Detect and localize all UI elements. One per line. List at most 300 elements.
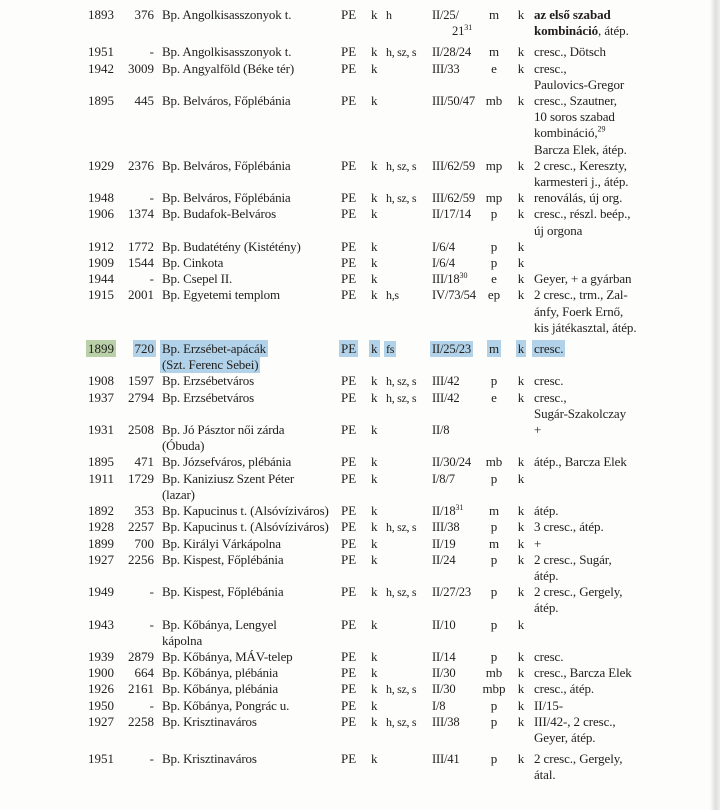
text-segment: h,s bbox=[386, 288, 399, 303]
disposition-cell bbox=[432, 665, 480, 681]
disposition-cell-line bbox=[432, 61, 480, 77]
text-segment: Bp. Erzsébetváros bbox=[162, 389, 255, 405]
console-cell-line bbox=[371, 93, 386, 109]
console-cell-line bbox=[371, 714, 386, 730]
builder-cell-line bbox=[341, 681, 371, 697]
manuals-cell bbox=[386, 681, 432, 697]
console-cell bbox=[371, 93, 386, 158]
console-cell bbox=[371, 158, 386, 190]
text-segment: PE bbox=[341, 454, 357, 470]
location-cell bbox=[154, 422, 341, 454]
disposition-cell-line bbox=[432, 239, 480, 255]
manuals-cell bbox=[386, 341, 432, 373]
text-segment: PE bbox=[341, 665, 357, 681]
condition-cell-line bbox=[508, 287, 534, 303]
placement-cell-line bbox=[480, 158, 508, 174]
text-segment: 1895 bbox=[88, 93, 114, 109]
placement-cell bbox=[480, 454, 508, 470]
console-cell bbox=[371, 714, 386, 746]
year-cell-line bbox=[84, 471, 114, 487]
builder-cell bbox=[341, 341, 371, 373]
text-segment: III/41 bbox=[432, 752, 460, 767]
placement-cell-line bbox=[480, 7, 508, 23]
builder-cell bbox=[341, 271, 371, 287]
text-segment: PE bbox=[341, 389, 357, 405]
table-row bbox=[84, 61, 720, 93]
console-cell bbox=[371, 471, 386, 503]
text-segment: 445 bbox=[134, 93, 154, 109]
text-segment: k bbox=[517, 255, 525, 271]
notes-cell bbox=[534, 665, 700, 681]
text-segment: Bp. Kapucinus t. (Alsóvíziváros) bbox=[162, 503, 329, 519]
text-segment: h, sz, s bbox=[386, 682, 417, 697]
builder-cell bbox=[341, 698, 371, 714]
text-segment: (lazar) bbox=[162, 486, 195, 502]
console-cell bbox=[371, 7, 386, 39]
manuals-cell bbox=[386, 422, 432, 454]
placement-cell-line bbox=[480, 373, 508, 389]
notes-cell-line bbox=[534, 503, 700, 519]
console-cell-line bbox=[371, 190, 386, 206]
text-segment: h, sz, s bbox=[386, 374, 417, 389]
disposition-cell-line bbox=[432, 255, 480, 271]
disposition-cell-line bbox=[432, 714, 480, 730]
console-cell bbox=[371, 390, 386, 422]
text-segment: Bp. Krisztinaváros bbox=[162, 713, 257, 729]
condition-cell bbox=[508, 341, 534, 373]
notes-cell-line bbox=[534, 77, 700, 93]
text-segment: III/42-, 2 cresc., bbox=[534, 713, 616, 729]
console-cell-line bbox=[371, 536, 386, 552]
text-segment: átép. bbox=[534, 503, 559, 519]
text-segment: k bbox=[517, 584, 525, 600]
opus-cell bbox=[114, 584, 154, 616]
text-segment: I/6/4 bbox=[432, 256, 455, 271]
location-cell-line bbox=[162, 93, 341, 109]
condition-cell bbox=[508, 61, 534, 93]
condition-cell-line bbox=[508, 206, 534, 222]
text-segment: 1931 bbox=[88, 422, 114, 438]
text-segment: 1928 bbox=[88, 519, 114, 535]
disposition-cell-line bbox=[432, 44, 480, 60]
notes-cell-line bbox=[534, 158, 700, 174]
placement-cell-line bbox=[480, 390, 508, 406]
location-cell bbox=[154, 93, 341, 158]
text-segment: cresc. bbox=[534, 341, 564, 357]
notes-cell bbox=[534, 61, 700, 93]
opus-cell-line bbox=[114, 190, 154, 206]
table-row bbox=[84, 341, 720, 373]
text-segment: új orgona bbox=[534, 222, 583, 238]
year-cell bbox=[84, 44, 114, 60]
table-row bbox=[84, 698, 720, 714]
manuals-cell-line bbox=[386, 44, 432, 60]
opus-cell bbox=[114, 665, 154, 681]
console-cell bbox=[371, 239, 386, 255]
notes-cell bbox=[534, 714, 700, 746]
year-cell-line bbox=[84, 239, 114, 255]
condition-cell bbox=[508, 239, 534, 255]
console-cell bbox=[371, 287, 386, 336]
console-cell-line bbox=[371, 422, 386, 438]
text-segment: cresc. bbox=[534, 373, 564, 389]
opus-cell-line bbox=[114, 158, 154, 174]
disposition-cell-line bbox=[432, 681, 480, 697]
text-segment: 1942 bbox=[88, 60, 114, 76]
placement-cell bbox=[480, 714, 508, 746]
builder-cell-line bbox=[341, 190, 371, 206]
text-segment: III/62/59 bbox=[432, 191, 475, 206]
builder-cell-line bbox=[341, 44, 371, 60]
text-segment: k bbox=[371, 697, 378, 713]
year-cell-line bbox=[84, 519, 114, 535]
year-cell bbox=[84, 503, 114, 519]
placement-cell bbox=[480, 503, 508, 519]
year-cell-line bbox=[84, 158, 114, 174]
location-cell-line bbox=[162, 271, 341, 287]
text-segment: PE bbox=[341, 287, 357, 303]
text-segment: - bbox=[149, 584, 154, 600]
location-cell-line bbox=[162, 681, 341, 697]
text-segment: k bbox=[371, 616, 378, 632]
builder-cell bbox=[341, 422, 371, 454]
disposition-cell-line bbox=[432, 390, 480, 406]
placement-cell-line bbox=[480, 698, 508, 714]
text-segment: ánfy, Foerk Ernő, bbox=[534, 303, 624, 319]
location-cell-line bbox=[162, 61, 341, 77]
manuals-cell-line bbox=[386, 390, 432, 406]
console-cell-line bbox=[371, 158, 386, 174]
manuals-cell bbox=[386, 271, 432, 287]
organ-table bbox=[0, 7, 720, 784]
selection-highlight bbox=[384, 342, 396, 356]
text-segment: k bbox=[517, 190, 525, 206]
placement-cell-line bbox=[480, 271, 508, 287]
console-cell bbox=[371, 519, 386, 535]
text-segment: Geyer, + a gyárban bbox=[534, 271, 632, 287]
table-row bbox=[84, 751, 720, 783]
text-segment: PE bbox=[341, 238, 357, 254]
manuals-cell bbox=[386, 373, 432, 389]
text-segment: k bbox=[371, 665, 378, 681]
text-segment: fs bbox=[386, 342, 395, 357]
text-segment: 720 bbox=[134, 341, 154, 357]
text-segment: 2376 bbox=[128, 157, 154, 173]
text-segment: m bbox=[488, 535, 500, 551]
text-segment: p bbox=[490, 648, 498, 664]
placement-cell-line bbox=[480, 287, 508, 303]
text-segment: k bbox=[517, 373, 525, 389]
text-segment: k bbox=[371, 255, 378, 271]
opus-cell bbox=[114, 698, 154, 714]
builder-cell bbox=[341, 61, 371, 93]
manuals-cell-line bbox=[386, 158, 432, 174]
location-cell bbox=[154, 751, 341, 783]
notes-cell-line bbox=[534, 730, 700, 746]
manuals-cell-line bbox=[386, 341, 432, 357]
opus-cell bbox=[114, 44, 154, 60]
console-cell-line bbox=[371, 373, 386, 389]
disposition-cell-line bbox=[432, 584, 480, 600]
placement-cell-line bbox=[480, 751, 508, 767]
year-cell-line bbox=[84, 341, 114, 357]
text-segment: h, sz, s bbox=[386, 158, 417, 173]
disposition-cell bbox=[432, 239, 480, 255]
notes-cell-line bbox=[534, 454, 700, 470]
builder-cell bbox=[341, 519, 371, 535]
builder-cell-line bbox=[341, 61, 371, 77]
notes-cell bbox=[534, 503, 700, 519]
text-segment: 10 soros szabad bbox=[534, 109, 615, 125]
text-segment: k bbox=[371, 648, 378, 664]
text-segment: k bbox=[371, 341, 378, 357]
location-cell-line bbox=[162, 438, 341, 454]
condition-cell bbox=[508, 665, 534, 681]
notes-cell-line bbox=[534, 422, 700, 438]
year-cell bbox=[84, 287, 114, 336]
text-segment: 2 cresc., Kereszty, bbox=[534, 157, 627, 173]
disposition-cell-line bbox=[432, 271, 480, 287]
table-row bbox=[84, 552, 720, 584]
placement-cell bbox=[480, 44, 508, 60]
text-segment: PE bbox=[341, 681, 357, 697]
notes-cell-line bbox=[534, 519, 700, 535]
text-segment: mp bbox=[485, 190, 503, 206]
condition-cell-line bbox=[508, 503, 534, 519]
builder-cell bbox=[341, 536, 371, 552]
opus-cell bbox=[114, 61, 154, 93]
disposition-cell-line bbox=[432, 751, 480, 767]
notes-cell bbox=[534, 649, 700, 665]
opus-cell bbox=[114, 190, 154, 206]
console-cell bbox=[371, 649, 386, 665]
placement-cell-line bbox=[480, 665, 508, 681]
console-cell-line bbox=[371, 649, 386, 665]
location-cell bbox=[154, 584, 341, 616]
notes-cell-line bbox=[534, 7, 700, 23]
table-row bbox=[84, 190, 720, 206]
builder-cell bbox=[341, 239, 371, 255]
notes-cell-line bbox=[534, 271, 700, 287]
table-row bbox=[84, 454, 720, 470]
text-segment: 353 bbox=[134, 503, 154, 519]
location-cell-line bbox=[162, 471, 341, 487]
year-cell-line bbox=[84, 255, 114, 271]
placement-cell-line bbox=[480, 190, 508, 206]
text-segment: , átép. bbox=[598, 23, 629, 39]
builder-cell-line bbox=[341, 271, 371, 287]
disposition-cell-line bbox=[432, 23, 480, 39]
year-cell-line bbox=[84, 751, 114, 767]
notes-cell-line bbox=[534, 714, 700, 730]
console-cell bbox=[371, 44, 386, 60]
text-segment: 471 bbox=[134, 454, 154, 470]
condition-cell bbox=[508, 158, 534, 190]
disposition-cell bbox=[432, 649, 480, 665]
builder-cell-line bbox=[341, 698, 371, 714]
location-cell bbox=[154, 665, 341, 681]
text-segment: PE bbox=[341, 60, 357, 76]
condition-cell bbox=[508, 206, 534, 238]
text-segment: 1544 bbox=[128, 255, 154, 271]
opus-cell bbox=[114, 649, 154, 665]
notes-cell bbox=[534, 44, 700, 60]
notes-cell bbox=[534, 751, 700, 783]
builder-cell bbox=[341, 454, 371, 470]
location-cell-line bbox=[162, 390, 341, 406]
text-segment: 1944 bbox=[88, 271, 114, 287]
notes-cell bbox=[534, 552, 700, 584]
selection-highlight bbox=[430, 342, 473, 356]
text-segment: k bbox=[371, 584, 378, 600]
location-cell-line bbox=[162, 44, 341, 60]
condition-cell-line bbox=[508, 665, 534, 681]
opus-cell bbox=[114, 617, 154, 649]
year-cell-line bbox=[84, 503, 114, 519]
builder-cell bbox=[341, 471, 371, 503]
text-segment: Barcza Elek, átép. bbox=[534, 141, 627, 157]
placement-cell-line bbox=[480, 239, 508, 255]
text-segment: mbp bbox=[482, 681, 506, 697]
text-segment: PE bbox=[341, 157, 357, 173]
text-segment: - bbox=[149, 697, 154, 713]
location-cell bbox=[154, 206, 341, 238]
builder-cell-line bbox=[341, 519, 371, 535]
condition-cell bbox=[508, 454, 534, 470]
text-segment: Bp. Belváros, Főplébánia bbox=[162, 93, 291, 109]
text-segment: k bbox=[517, 713, 525, 729]
disposition-cell-line bbox=[432, 454, 480, 470]
text-segment: Bp. Csepel II. bbox=[162, 271, 233, 287]
notes-cell bbox=[534, 190, 700, 206]
text-segment: Bp. Erzsébetváros bbox=[162, 373, 255, 389]
text-segment: 1893 bbox=[88, 7, 114, 22]
text-segment: k bbox=[517, 697, 525, 713]
text-segment: PE bbox=[341, 648, 357, 664]
disposition-cell-line bbox=[432, 206, 480, 222]
console-cell bbox=[371, 681, 386, 697]
opus-cell-line bbox=[114, 93, 154, 109]
text-segment: Bp. Kapucinus t. (Alsóvíziváros) bbox=[162, 519, 329, 535]
manuals-cell bbox=[386, 714, 432, 746]
text-segment: 1927 bbox=[88, 551, 114, 567]
text-segment: Geyer, átép. bbox=[534, 729, 596, 745]
placement-cell-line bbox=[480, 584, 508, 600]
placement-cell-line bbox=[480, 617, 508, 633]
table-row bbox=[84, 617, 720, 649]
text-segment: p bbox=[490, 255, 498, 271]
disposition-cell bbox=[432, 255, 480, 271]
text-segment: Bp. Kaniziusz Szent Péter bbox=[162, 470, 294, 486]
text-segment: p bbox=[490, 551, 498, 567]
console-cell-line bbox=[371, 271, 386, 287]
placement-cell-line bbox=[480, 503, 508, 519]
year-cell-line bbox=[84, 649, 114, 665]
table-row bbox=[84, 271, 720, 287]
text-segment: PE bbox=[341, 255, 357, 271]
text-segment: átép. bbox=[534, 600, 559, 616]
text-segment: 2001 bbox=[128, 287, 154, 303]
condition-cell bbox=[508, 93, 534, 158]
opus-cell bbox=[114, 422, 154, 454]
builder-cell-line bbox=[341, 341, 371, 357]
text-segment: k bbox=[517, 341, 525, 357]
text-segment: k bbox=[371, 713, 378, 729]
notes-cell-line bbox=[534, 61, 700, 77]
table-row bbox=[84, 422, 720, 454]
location-cell-line bbox=[162, 584, 341, 600]
notes-cell bbox=[534, 206, 700, 238]
builder-cell-line bbox=[341, 93, 371, 109]
manuals-cell bbox=[386, 190, 432, 206]
text-segment: - bbox=[149, 44, 154, 60]
text-segment: k bbox=[371, 535, 378, 551]
manuals-cell bbox=[386, 255, 432, 271]
notes-cell bbox=[534, 454, 700, 470]
opus-cell-line bbox=[114, 698, 154, 714]
console-cell-line bbox=[371, 698, 386, 714]
location-cell bbox=[154, 158, 341, 190]
opus-cell-line bbox=[114, 536, 154, 552]
condition-cell bbox=[508, 255, 534, 271]
placement-cell-line bbox=[480, 44, 508, 60]
opus-cell bbox=[114, 536, 154, 552]
text-segment: mb bbox=[485, 93, 503, 109]
manuals-cell bbox=[386, 552, 432, 584]
year-cell bbox=[84, 617, 114, 649]
notes-cell bbox=[534, 373, 700, 389]
table-row bbox=[84, 503, 720, 519]
placement-cell-line bbox=[480, 649, 508, 665]
text-segment: 1374 bbox=[128, 206, 154, 222]
notes-cell-line bbox=[534, 93, 700, 109]
builder-cell bbox=[341, 287, 371, 336]
opus-cell-line bbox=[114, 287, 154, 303]
opus-cell-line bbox=[114, 665, 154, 681]
notes-cell bbox=[534, 698, 700, 714]
text-segment: II/18 bbox=[432, 504, 456, 519]
text-segment: PE bbox=[341, 341, 357, 357]
table-row bbox=[84, 93, 720, 158]
year-cell bbox=[84, 239, 114, 255]
builder-cell-line bbox=[341, 158, 371, 174]
text-segment: p bbox=[490, 751, 498, 767]
console-cell bbox=[371, 698, 386, 714]
placement-cell bbox=[480, 471, 508, 503]
text-segment: k bbox=[517, 238, 525, 254]
year-cell bbox=[84, 681, 114, 697]
text-segment: 2794 bbox=[128, 389, 154, 405]
text-segment: 1892 bbox=[88, 503, 114, 519]
condition-cell bbox=[508, 698, 534, 714]
placement-cell-line bbox=[480, 93, 508, 109]
placement-cell bbox=[480, 422, 508, 454]
text-segment: PE bbox=[341, 551, 357, 567]
text-segment: PE bbox=[341, 93, 357, 109]
notes-cell-line bbox=[534, 223, 700, 239]
text-segment: PE bbox=[341, 190, 357, 206]
year-cell bbox=[84, 649, 114, 665]
manuals-cell bbox=[386, 584, 432, 616]
condition-cell-line bbox=[508, 255, 534, 271]
disposition-cell-line bbox=[432, 7, 480, 23]
text-segment: e bbox=[491, 271, 497, 287]
location-cell bbox=[154, 341, 341, 373]
text-segment: 2 cresc., trm., Zal- bbox=[534, 287, 628, 303]
notes-cell-line bbox=[534, 125, 700, 141]
text-segment: 1937 bbox=[88, 389, 114, 405]
text-segment: k bbox=[371, 7, 378, 22]
